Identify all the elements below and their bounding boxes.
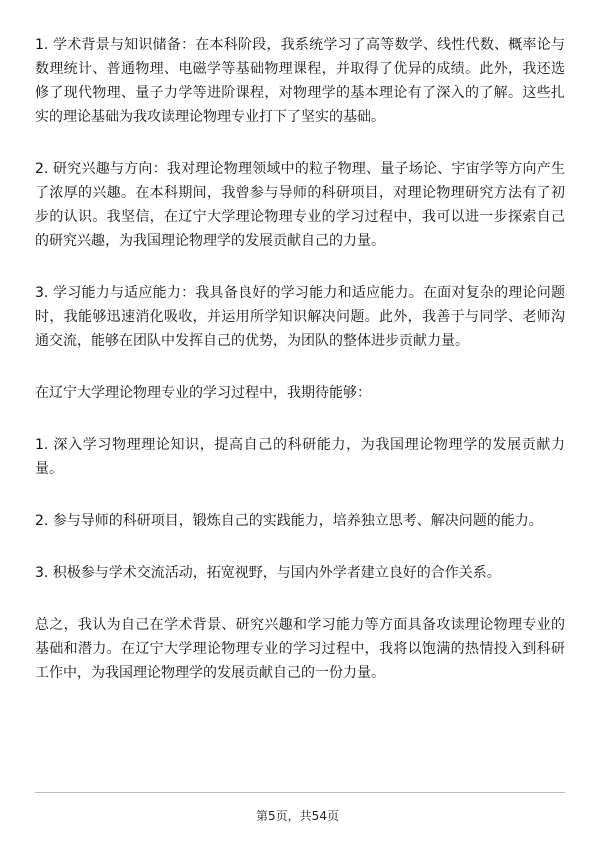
footer-divider — [35, 792, 565, 793]
paragraph-learning-ability: 3. 学习能力与适应能力：我具备良好的学习能力和适应能力。在面对复杂的理论问题时，我能够迅速消化吸收，并运用所学知识解决问题。此外，我善于与同学、老师沟通交流，能够在团队中发挥自己的优势，为团队的整体进步贡献力量。 — [35, 285, 565, 349]
paragraph-conclusion: 总之，我认为自己在学术背景、研究兴趣和学习能力等方面具备攻读理论物理专业的基础和潜力。在辽宁大学理论物理专业的学习过程中，我将以饱满的热情投入到科研工作中，为我国理论物理学的发展贡献自己的一份力量。 — [35, 617, 565, 681]
paragraph-expectation-intro: 在辽宁大学理论物理专业的学习过程中，我期待能够： — [35, 385, 371, 401]
paragraph-academic-background: 1. 学术背景与知识储备：在本科阶段，我系统学习了高等数学、线性代数、概率论与数理统计、普通物理、电磁学等基础物理课程，并取得了优异的成绩。此外，我还选修了现代物理、量子力学等进阶课程，对物理学的基本理论有了深入的了解。这些扎实的理论基础为我攻读理论物理专业打下了坚实的基础。 — [35, 37, 565, 125]
paragraph-expectation-3: 3. 积极参与学术交流活动，拓宽视野，与国内外学者建立良好的合作关系。 — [35, 565, 501, 581]
document-body — [35, 33, 565, 713]
paragraph-research-interest: 2. 研究兴趣与方向：我对理论物理领域中的粒子物理、量子场论、宇宙学等方向产生了浓厚的兴趣。在本科期间，我曾参与导师的科研项目，对理论物理研究方法有了初步的认识。我坚信，在辽宁大学理论物理专业的学习过程中，我可以进一步探索自己的研究兴趣，为我国理论物理学的发展贡献自己的力量。 — [35, 161, 565, 249]
page-number: 第5页，共54页 — [256, 809, 339, 823]
paragraph-expectation-1: 1. 深入学习物理理论知识，提高自己的科研能力，为我国理论物理学的发展贡献力量。 — [35, 437, 565, 477]
paragraph-expectation-2: 2. 参与导师的科研项目，锻炼自己的实践能力，培养独立思考、解决问题的能力。 — [35, 513, 543, 529]
